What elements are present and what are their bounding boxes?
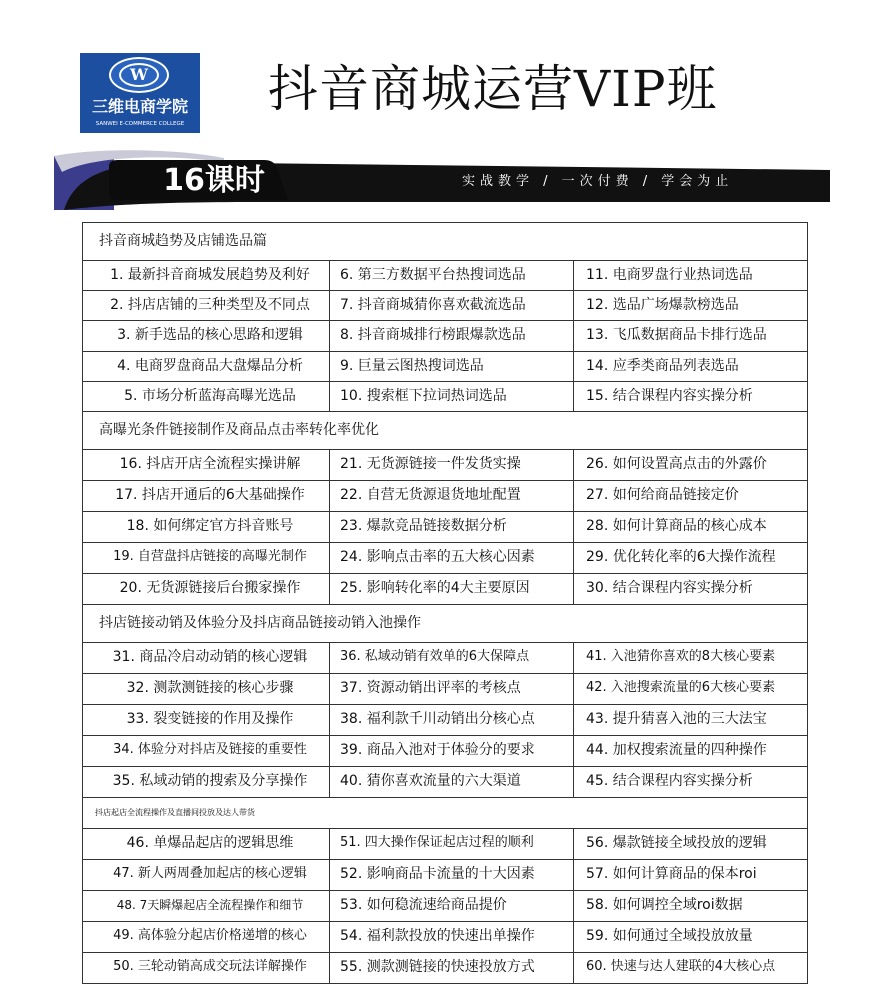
lesson-item: 50. 三轮动销高成交玩法详解操作 [83, 953, 330, 983]
lesson-item: 12. 选品广场爆款榜选品 [586, 297, 739, 313]
lesson-item: 22. 自营无货源退货地址配置 [330, 481, 574, 511]
lesson-item: 8. 抖音商城排行榜跟爆款选品 [330, 321, 574, 351]
lesson-item: 1. 最新抖音商城发展趋势及利好 [83, 261, 330, 290]
lesson-item: 4. 电商罗盘商品大盘爆品分析 [83, 352, 330, 381]
lesson-item: 44. 加权搜索流量的四种操作 [586, 742, 767, 758]
section-heading: 抖店链接动销及体验分及抖店商品链接动销入池操作 [83, 605, 807, 643]
lesson-item: 40. 猜你喜欢流量的六大渠道 [330, 767, 574, 797]
lesson-item: 2. 抖店店铺的三种类型及不同点 [83, 291, 330, 320]
lesson-item: 39. 商品入池对于体验分的要求 [330, 736, 574, 766]
curriculum-table [82, 222, 808, 984]
lesson-item: 6. 第三方数据平台热搜词选品 [330, 261, 574, 290]
table-row [83, 922, 807, 953]
lesson-item: 45. 结合课程内容实操分析 [586, 773, 753, 789]
course-motto: 实战教学 / 一次付费 / 学会为止 [462, 174, 734, 189]
lesson-item: 14. 应季类商品列表选品 [586, 358, 739, 374]
table-row [83, 736, 807, 767]
table-row [83, 953, 807, 984]
lesson-item: 53. 如何稳流速给商品提价 [330, 891, 574, 921]
table-row [83, 291, 807, 321]
lesson-item: 11. 电商罗盘行业热词选品 [586, 267, 753, 283]
lesson-item: 58. 如何调控全域roi数据 [586, 897, 743, 913]
lesson-item: 54. 福利款投放的快速出单操作 [330, 922, 574, 952]
lesson-item: 18. 如何绑定官方抖音账号 [83, 512, 330, 542]
course-hours: 16课时 [163, 163, 265, 198]
table-row [83, 674, 807, 705]
lesson-item: 51. 四大操作保证起店过程的顺利 [330, 829, 574, 859]
lesson-item: 27. 如何给商品链接定价 [586, 487, 739, 503]
page-title: 抖音商城运营VIP班 [268, 60, 718, 118]
table-row [83, 512, 807, 543]
lesson-item: 43. 提升猜喜入池的三大法宝 [586, 711, 767, 727]
lesson-item: 15. 结合课程内容实操分析 [586, 388, 753, 404]
lesson-item: 17. 抖店开通后的6大基础操作 [83, 481, 330, 511]
logo-emblem [109, 57, 169, 93]
section-heading: 抖店起店全流程操作及直播间投放及达人带货 [83, 798, 807, 829]
lesson-item: 10. 搜索框下拉词热词选品 [330, 382, 574, 411]
lesson-item: 33. 裂变链接的作用及操作 [83, 705, 330, 735]
table-row [83, 767, 807, 798]
lesson-item: 49. 高体验分起店价格递增的核心 [83, 922, 330, 952]
college-logo [80, 53, 200, 133]
logo-name-en: SANWEI E-COMMERCE COLLEGE [95, 121, 185, 127]
table-row [83, 481, 807, 512]
table-row [83, 261, 807, 291]
lesson-item: 57. 如何计算商品的保本roi [586, 866, 757, 882]
lesson-item: 25. 影响转化率的4大主要原因 [330, 574, 574, 604]
lesson-item: 56. 爆款链接全域投放的逻辑 [586, 835, 767, 851]
section-heading: 高曝光条件链接制作及商品点击率转化率优化 [83, 412, 807, 450]
lesson-item: 35. 私域动销的搜索及分享操作 [83, 767, 330, 797]
lesson-item: 20. 无货源链接后台搬家操作 [83, 574, 330, 604]
lesson-item: 38. 福利款千川动销出分核心点 [330, 705, 574, 735]
lesson-item: 32. 测款测链接的核心步骤 [83, 674, 330, 704]
lesson-item: 7. 抖音商城猜你喜欢截流选品 [330, 291, 574, 320]
lesson-item: 26. 如何设置高点击的外露价 [586, 456, 767, 472]
logo-emblem-letter: W [119, 63, 159, 87]
lesson-item: 36. 私域动销有效单的6大保障点 [330, 643, 574, 673]
lesson-item: 16. 抖店开店全流程实操讲解 [83, 450, 330, 480]
lesson-item: 3. 新手选品的核心思路和逻辑 [83, 321, 330, 351]
lesson-item: 59. 如何通过全域投放放量 [586, 928, 753, 944]
lesson-item: 13. 飞瓜数据商品卡排行选品 [586, 327, 767, 343]
lesson-item: 5. 市场分析蓝海高曝光选品 [83, 382, 330, 411]
lesson-item: 34. 体验分对抖店及链接的重要性 [83, 736, 330, 766]
lesson-item: 19. 自营盘抖店链接的高曝光制作 [83, 543, 330, 573]
lesson-item: 48. 7天瞬爆起店全流程操作和细节 [83, 891, 330, 921]
table-row [83, 543, 807, 574]
logo-name-cn: 三维电商学院 [91, 97, 188, 116]
section-heading: 抖音商城趋势及店铺选品篇 [83, 223, 807, 261]
lesson-item: 30. 结合课程内容实操分析 [586, 580, 753, 596]
table-row [83, 643, 807, 674]
lesson-item: 29. 优化转化率的6大操作流程 [586, 549, 776, 565]
lesson-item: 28. 如何计算商品的核心成本 [586, 518, 767, 534]
lesson-item: 24. 影响点击率的五大核心因素 [330, 543, 574, 573]
lesson-item: 31. 商品冷启动动销的核心逻辑 [83, 643, 330, 673]
table-row [83, 321, 807, 352]
table-row [83, 382, 807, 412]
lesson-item: 55. 测款测链接的快速投放方式 [330, 953, 574, 983]
table-row [83, 574, 807, 605]
lesson-item: 52. 影响商品卡流量的十大因素 [330, 860, 574, 890]
lesson-item: 42. 入池搜索流量的6大核心要素 [586, 680, 776, 695]
lesson-item: 60. 快速与达人建联的4大核心点 [586, 959, 776, 974]
table-row [83, 705, 807, 736]
lesson-item: 46. 单爆品起店的逻辑思维 [83, 829, 330, 859]
lesson-item: 41. 入池猜你喜欢的8大核心要素 [586, 649, 776, 664]
lesson-item: 9. 巨量云图热搜词选品 [330, 352, 574, 381]
lesson-item: 37. 资源动销出评率的考核点 [330, 674, 574, 704]
table-row [83, 352, 807, 382]
table-row [83, 829, 807, 860]
hours-banner [54, 148, 830, 210]
lesson-item: 47. 新人两周叠加起店的核心逻辑 [83, 860, 330, 890]
table-row [83, 891, 807, 922]
table-row [83, 450, 807, 481]
table-row [83, 860, 807, 891]
lesson-item: 23. 爆款竞品链接数据分析 [330, 512, 574, 542]
lesson-item: 21. 无货源链接一件发货实操 [330, 450, 574, 480]
